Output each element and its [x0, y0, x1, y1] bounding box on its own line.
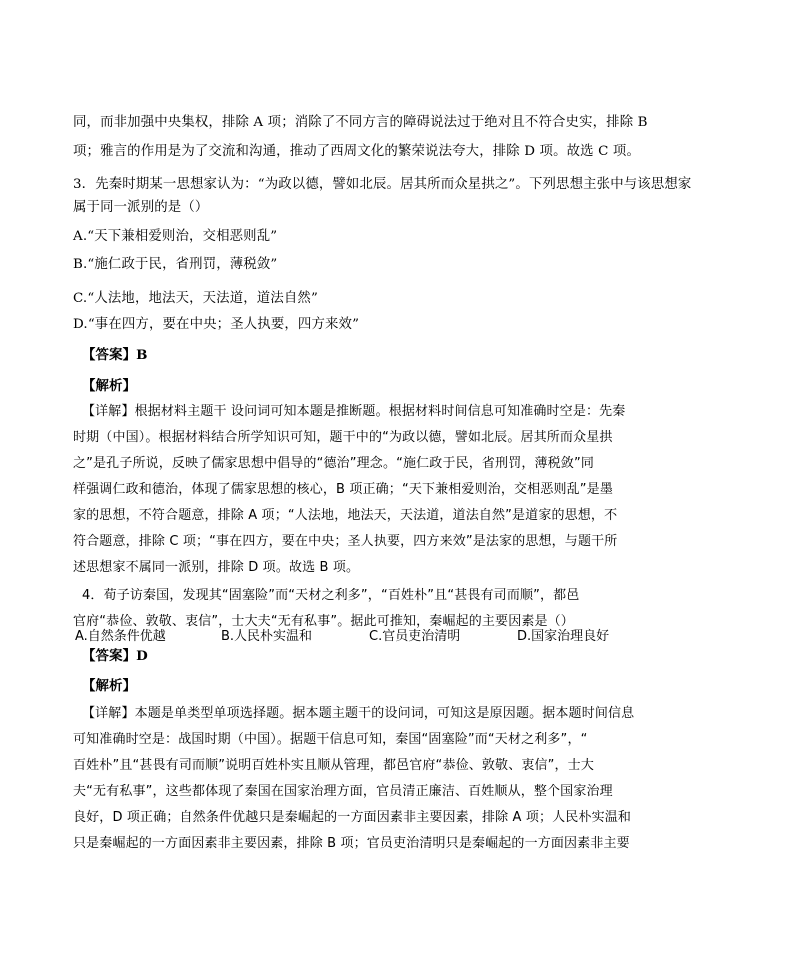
q4-option-c: C.官员吏治清明 [369, 629, 461, 644]
text-line: 【解析】 [82, 678, 137, 694]
text-line: 【详解】本题是单类型单项选择题。据本题主题干的设问词，可知这是原因题。据本题时间信息 [82, 706, 635, 721]
text-line: 只是秦崛起的一方面因素非主要因素，排除 B 项；官员吏治清明只是秦崛起的一方面因素非主要 [73, 836, 630, 851]
text-line: 【解析】 [82, 378, 137, 394]
text-line: 官府“恭俭、敦敬、衷信”，士大夫“无有私事”。据此可推知，秦崛起的主要因素是（） [73, 614, 574, 629]
text-line: 家的思想，不符合题意，排除 A 项；“人法地，地法天，天法道，道法自然”是道家的思想，不 [73, 508, 618, 523]
text-line: 符合题意，排除 C 项；“事在四方，要在中央；圣人执要，四方来效”是法家的思想，与题干所 [73, 534, 618, 549]
text-line: 时期（中国）。根据材料结合所学知识可知，题干中的“为政以德，譬如北辰。居其所而众星拱 [73, 430, 613, 445]
text-line: 可知准确时空是：战国时期（中国）。据题干信息可知，秦国“固塞险”而“天材之利多”，“ [73, 732, 588, 747]
text-line: B.“施仁政于民，省刑罚，薄税敛” [73, 257, 278, 272]
text-line: C.“人法地，地法天，天法道，道法自然” [73, 291, 318, 306]
q4-options-row [75, 627, 695, 647]
q4-option-d: D.国家治理良好 [517, 629, 610, 644]
text-line: 【答案】B [82, 347, 148, 363]
text-line: 【答案】D [82, 648, 148, 664]
text-line: 样强调仁政和德治，体现了儒家思想的核心，B 项正确；“天下兼相爱则治，交相恶则乱”是墨 [73, 482, 613, 497]
text-line: 3．先秦时期某一思想家认为：“为政以德，譬如北辰。居其所而众星拱之”。下列思想主张中与该思想家 [73, 177, 692, 192]
text-line: 【详解】根据材料主题干 设问词可知本题是推断题。根据材料时间信息可知准确时空是：先秦 [82, 404, 626, 419]
text-line: D.“事在四方，要在中央；圣人执要，四方来效” [73, 317, 360, 332]
text-line: 夫“无有私事”，这些都体现了秦国在国家治理方面，官员清正廉洁、百姓顺从，整个国家治理 [73, 784, 613, 799]
text-line: 百姓朴”且“甚畏有司而顺”说明百姓朴实且顺从管理，都邑官府“恭俭、敦敬、衷信”，士大 [73, 758, 594, 773]
text-line: 之”是孔子所说，反映了儒家思想中倡导的“德治”理念。“施仁政于民，省刑罚，薄税敛”同 [73, 456, 594, 471]
text-line: 述思想家不属同一派别，排除 D 项。故选 B 项。 [73, 560, 360, 575]
text-line: 属于同一派别的是（） [73, 200, 209, 215]
text-line: A.“天下兼相爱则治，交相恶则乱” [73, 229, 278, 244]
text-line: 4．荀子访秦国，发现其“固塞险”而“天材之利多”，“百姓朴”且“甚畏有司而顺”，都邑 [82, 588, 580, 603]
text-line: 良好，D 项正确；自然条件优越只是秦崛起的一方面因素非主要因素，排除 A 项；人民朴实温和 [73, 810, 632, 825]
text-line: 项；雅言的作用是为了交流和沟通，推动了西周文化的繁荣说法夸大，排除 D 项。故选 C 项。 [73, 144, 640, 159]
text-line: 同，而非加强中央集权，排除 A 项；消除了不同方言的障碍说法过于绝对且不符合史实，排除 B [73, 115, 648, 130]
q4-option-a: A.自然条件优越 [75, 629, 166, 644]
q4-option-b: B.人民朴实温和 [221, 629, 313, 644]
